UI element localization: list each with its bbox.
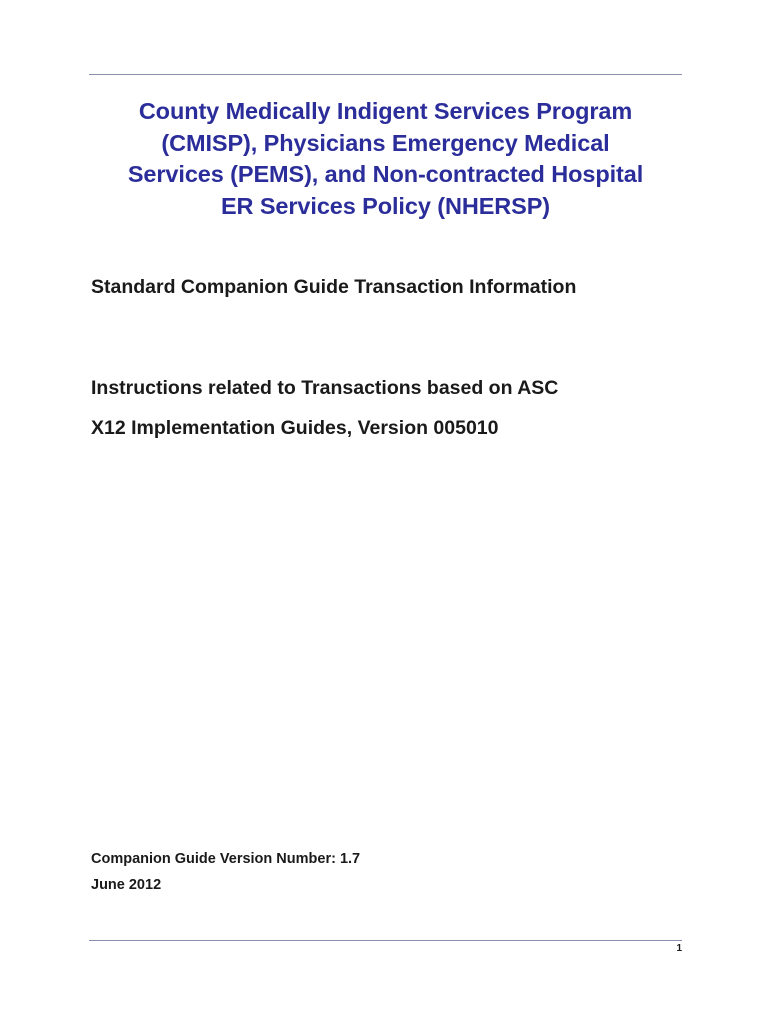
title-line: (CMISP), Physicians Emergency Medical bbox=[161, 129, 610, 156]
footer-rule bbox=[89, 940, 682, 941]
header-rule bbox=[89, 74, 682, 75]
document-title bbox=[89, 96, 682, 222]
title-line: Services (PEMS), and Non-contracted Hospital bbox=[127, 161, 644, 187]
title-line: County Medically Indigent Services Program bbox=[138, 98, 633, 124]
document-subtitle: Standard Companion Guide Transaction Information bbox=[91, 276, 577, 298]
version-block bbox=[91, 846, 360, 898]
version-number: Companion Guide Version Number: 1.7 bbox=[91, 851, 361, 867]
publication-date: June 2012 bbox=[91, 877, 162, 893]
instructions-line: X12 Implementation Guides, Version 005010 bbox=[91, 417, 499, 439]
instructions-line: Instructions related to Transactions based on ASC bbox=[91, 377, 559, 399]
title-line: ER Services Policy (NHERSP) bbox=[220, 192, 551, 219]
page-number: 1 bbox=[676, 943, 682, 954]
instructions-heading bbox=[91, 368, 558, 448]
